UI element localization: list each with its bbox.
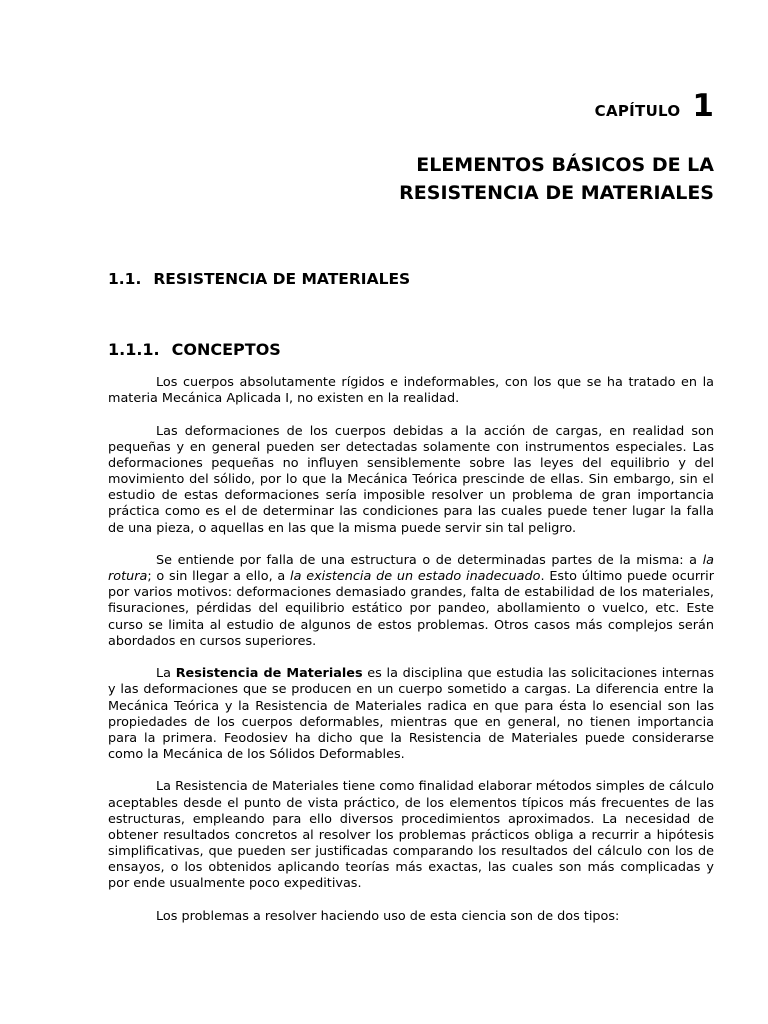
subsection-heading <box>108 340 281 359</box>
body-text <box>108 375 714 941</box>
chapter-label: CAPÍTULO <box>594 102 681 120</box>
paragraph-4 <box>108 666 714 763</box>
paragraph-5: La Resistencia de Materiales tiene como finalidad elaborar métodos simples de cálculo aceptables desde el punto de vista práctico, de los elementos típicos más frecuentes de las estructuras, empleando para ello diversos procedimientos aproximados. La necesidad de obtener resultados concretos al resolver los problemas prácticos obliga a recurrir a hipótesis simplificativas, que pueden ser justificadas comparando los resultados del cálculo con los de ensayos, o los obtenidos aplicando teorías más exactas, las cuales son más complicadas y por ende usualmente poco expeditivas. <box>108 779 714 892</box>
paragraph-3 <box>108 553 714 650</box>
subsection-number: 1.1.1. <box>108 340 160 359</box>
chapter-title <box>399 151 714 207</box>
paragraph-3-text-c: . Esto último puede ocurrir por varios motivos: deformaciones demasiado grandes, falta de estabilidad de los materiales, fisuraciones, pérdidas del equilibrio estático por pandeo, abollamiento o vuelco, etc. Este curso se limita al estudio de algunos de estos problemas. Otros casos más complejos serán abordados en cursos superiores. <box>108 569 714 649</box>
bold-term-resistencia-de-materiales: Resistencia de Materiales <box>175 666 363 682</box>
section-number: 1.1. <box>108 270 142 288</box>
paragraph-3-text-b: ; o sin llegar a ello, a <box>147 569 291 585</box>
section-heading <box>108 270 410 288</box>
chapter-title-line-2: RESISTENCIA DE MATERIALES <box>399 182 714 204</box>
chapter-title-line-1: ELEMENTOS BÁSICOS DE LA <box>416 154 714 176</box>
subsection-title: CONCEPTOS <box>171 340 281 359</box>
italic-term-la-rotura: la rotura <box>108 553 714 585</box>
paragraph-3-text-a: Se entiende por falla de una estructura o de determinadas partes de la misma: a <box>156 553 703 568</box>
paragraph-4-text-b: es la disciplina que estudia las solicitaciones internas y las deformaciones que se producen en un cuerpo sometido a cargas. La diferencia entre la Mecánica Teórica y la Resistencia de Materiales radica en que para ésta lo esencial son las propiedades de los cuerpos deformables, mientras que en general, no tienen importancia para la primera. Feodosiev ha dicho que la Resistencia de Materiales puede considerarse como la Mecánica de los Sólidos Deformables. <box>108 666 714 763</box>
paragraph-2: Las deformaciones de los cuerpos debidas a la acción de cargas, en realidad son pequeñas y en general pueden ser detectadas solamente con instrumentos especiales. Las deformaciones pequeñas no influyen sensiblemente sobre las leyes del equilibrio y del movimiento del sólido, por lo que la Mecánica Teórica prescinde de ellas. Sin embargo, sin el estudio de estas deformaciones sería imposible resolver un problema de gran importancia práctica como es el de determinar las condiciones para las cuales puede tener lugar la falla de una pieza, o aquellas en las que la misma puede servir sin tal peligro. <box>108 423 714 536</box>
paragraph-6: Los problemas a resolver haciendo uso de esta ciencia son de dos tipos: <box>156 908 620 924</box>
chapter-number: 1 <box>692 88 714 124</box>
section-title: RESISTENCIA DE MATERIALES <box>153 270 411 288</box>
italic-term-estado-inadecuado: la existencia de un estado inadecuado <box>290 569 541 585</box>
paragraph-1: Los cuerpos absolutamente rígidos e indeformables, con los que se ha tratado en la materia Mecánica Aplicada I, no existen en la realidad. <box>108 375 714 407</box>
chapter-heading <box>595 88 714 124</box>
paragraph-4-text-a: La <box>156 666 176 682</box>
